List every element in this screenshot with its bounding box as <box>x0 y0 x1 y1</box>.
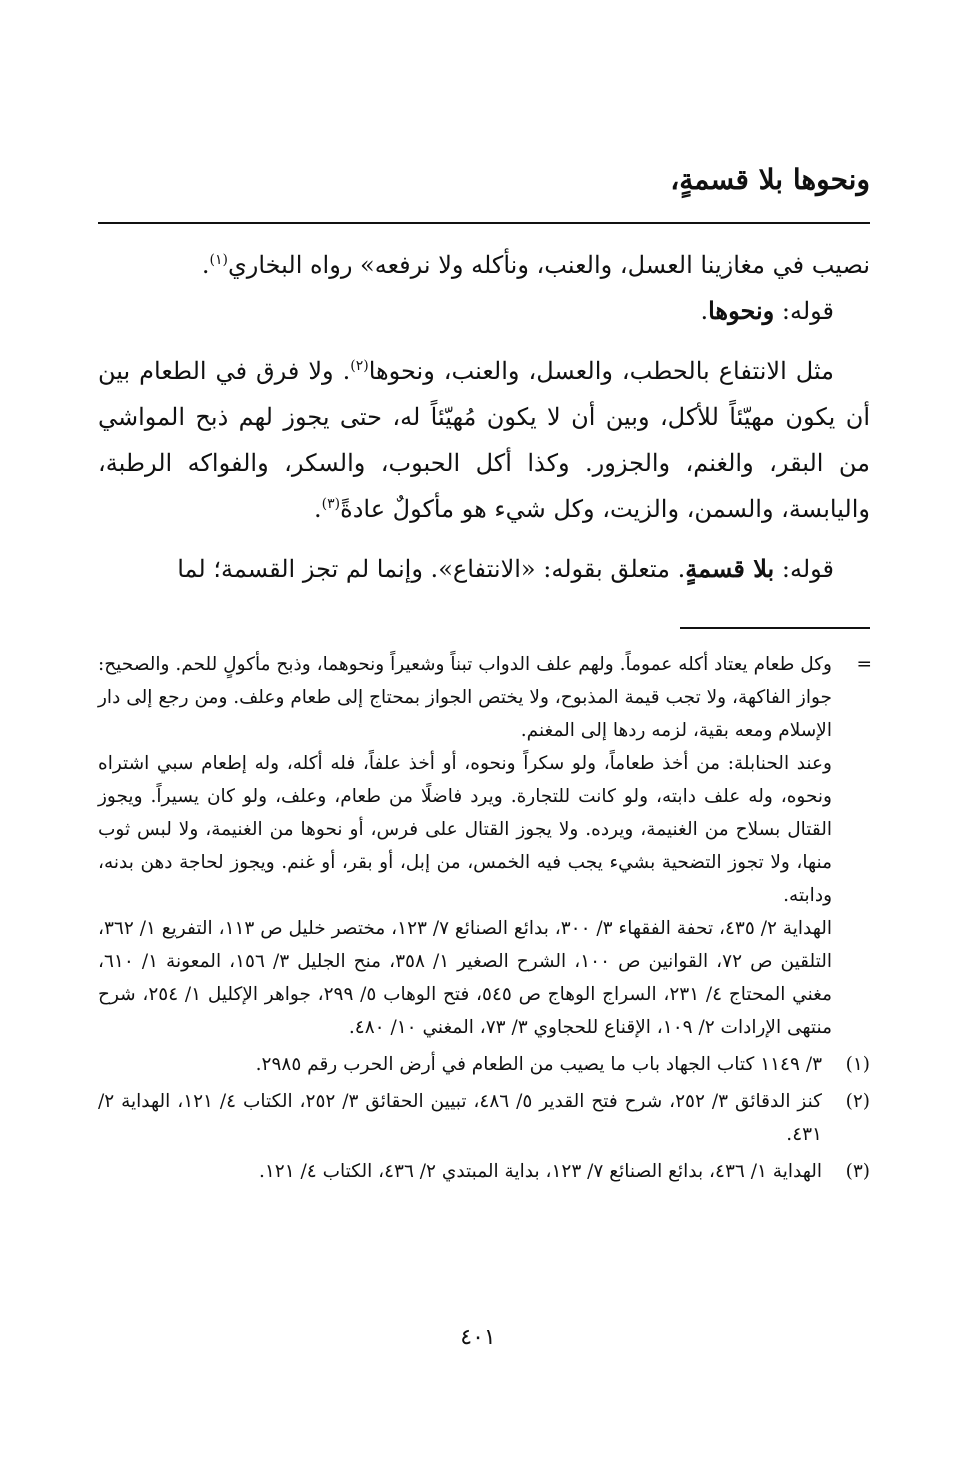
footnote-text: الهداية ١/ ٤٣٦، بدائع الصنائع ٧/ ١٢٣، بداية المبتدي ٢/ ٤٣٦، الكتاب ٤/ ١٢١. <box>258 1161 822 1182</box>
paragraph-text-a: مثل الانتفاع بالحطب، والعسل، والعنب، ونحوها <box>368 357 834 385</box>
paragraph-suffix: . متعلق بقوله: «الانتفاع». وإنما لم تجز القسمة؛ لما <box>177 555 686 583</box>
footnote-text: كنز الدقائق ٣/ ٢٥٢، شرح فتح القدير ٥/ ٤٨٦، تبيين الحقائق ٣/ ٢٥٢، الكتاب ٤/ ١٢١، الهداية ٢/ ٤٣١. <box>98 1091 822 1145</box>
footnote-1 <box>98 1048 870 1081</box>
continuation-mark: = <box>856 654 872 675</box>
paragraph-qawluhu-nahwuha <box>98 288 870 334</box>
footnote-number: (١) <box>845 1054 870 1075</box>
footnote-text: وكل طعام يعتاد أكله عموماً. ولهم علف الدواب تبناً وشعيراً ونحوهما، وذبح مأكولٍ للحم. والصحيح: جواز الفاكهة، ولا تجب قيمة المذبوح، ولا يختص الجواز بمحتاج إلى طعام وعلف. ومن رجع إلى دار الإسلام ومعه بقية، لزمه ردها إلى المغنم. <box>98 654 832 741</box>
footnote-3 <box>98 1155 870 1188</box>
paragraph-end: . <box>201 251 210 279</box>
page-number: ٤٠١ <box>460 1325 496 1350</box>
bold-term: ونحوها <box>708 296 775 325</box>
footnote-text: ٣/ ١١٤٩ كتاب الجهاد باب ما يصيب من الطعام في أرض الحرب رقم ٢٩٨٥. <box>255 1054 822 1075</box>
footnote-number: (٣) <box>845 1161 870 1182</box>
footnote-ref-1[interactable]: (١) <box>209 252 228 268</box>
footnotes <box>98 648 870 1188</box>
paragraph-hadith-end <box>98 242 870 288</box>
footnote-continuation-hanabila <box>98 747 870 912</box>
paragraph-suffix: . <box>700 297 709 325</box>
header-rule <box>98 222 870 224</box>
footnote-2 <box>98 1085 870 1151</box>
footnote-ref-2[interactable]: (٢) <box>350 358 369 374</box>
footnote-number: (٢) <box>845 1091 870 1112</box>
footnote-continuation-references <box>98 912 870 1044</box>
footnote-text: وعند الحنابلة: من أخذ طعاماً، ولو سكراً ونحوه، أو أخذ علفاً، فله أكله، وله إطعام سبي اشتراه ونحوه، وله علف دابته، ولو كانت للتجارة. ويرد فاضلًا من طعام، وعلف، ولو كان يسيراً. ويجوز القتال بسلاح من الغنيمة، ويرده. ولا يجوز القتال على فرس، أو نحوها من الغنيمة، ولا لبس ثوب منها، ولا تجوز التضحية بشيء يجب فيه الخمس، من إبل، أو بقر، أو غنم. ويجوز لحاجة دهن بدنه، ودابته. <box>98 753 832 906</box>
footnote-continuation <box>98 648 870 747</box>
main-text <box>98 242 870 592</box>
paragraph-prefix: قوله: <box>774 297 834 325</box>
bold-term: بلا قسمةٍ <box>685 554 775 583</box>
paragraph-text-b: . ولا فرق في الطعام بين أن يكون مهيّئاً للأكل، وبين أن لا يكون مُهيّئاً له، حتى يجوز لهم ذبح المواشي من البقر، والغنم، والجزور. وكذا أكل الحبوب، والسكر، والفواكه الرطبة، واليابسة، والسمن، والزيت، وكل شيء هو مأكولٌ عادةً <box>98 357 870 523</box>
paragraph-text: نصيب في مغازينا العسل، والعنب، ونأكله ولا نرفعه» رواه البخاري <box>227 251 870 279</box>
paragraph-explanation <box>98 348 870 532</box>
footnote-text: الهداية ٢/ ٤٣٥، تحفة الفقهاء ٣/ ٣٠٠، بدائع الصنائع ٧/ ١٢٣، مختصر خليل ص ١١٣، التفريع ١/ ٣٦٢، التلقين ص ٧٢، القوانين ص ١٠٠، الشرح الصغير ١/ ٣٥٨، منح الجليل ٣/ ١٥٦، المعونة ١/ ٦١٠، مغني المحتاج ٤/ ٢٣١، السراج الوهاج ص ٥٤٥، فتح الوهاب ٥/ ٢٩٩، جواهر الإكليل ١/ ٢٥٤، شرح منتهى الإرادات ٢/ ١٠٩، الإقناع للحجاوي ٣/ ٧٣، المغني ١٠/ ٤٨٠. <box>98 918 833 1038</box>
paragraph-prefix: قوله: <box>774 555 834 583</box>
paragraph-qawluhu-bila-qismah <box>98 546 870 592</box>
running-header: ونحوها بلا قسمةٍ، <box>670 163 870 196</box>
footnote-ref-3[interactable]: (٣) <box>321 496 341 512</box>
footnote-rule <box>680 627 870 629</box>
paragraph-end: . <box>314 495 322 523</box>
